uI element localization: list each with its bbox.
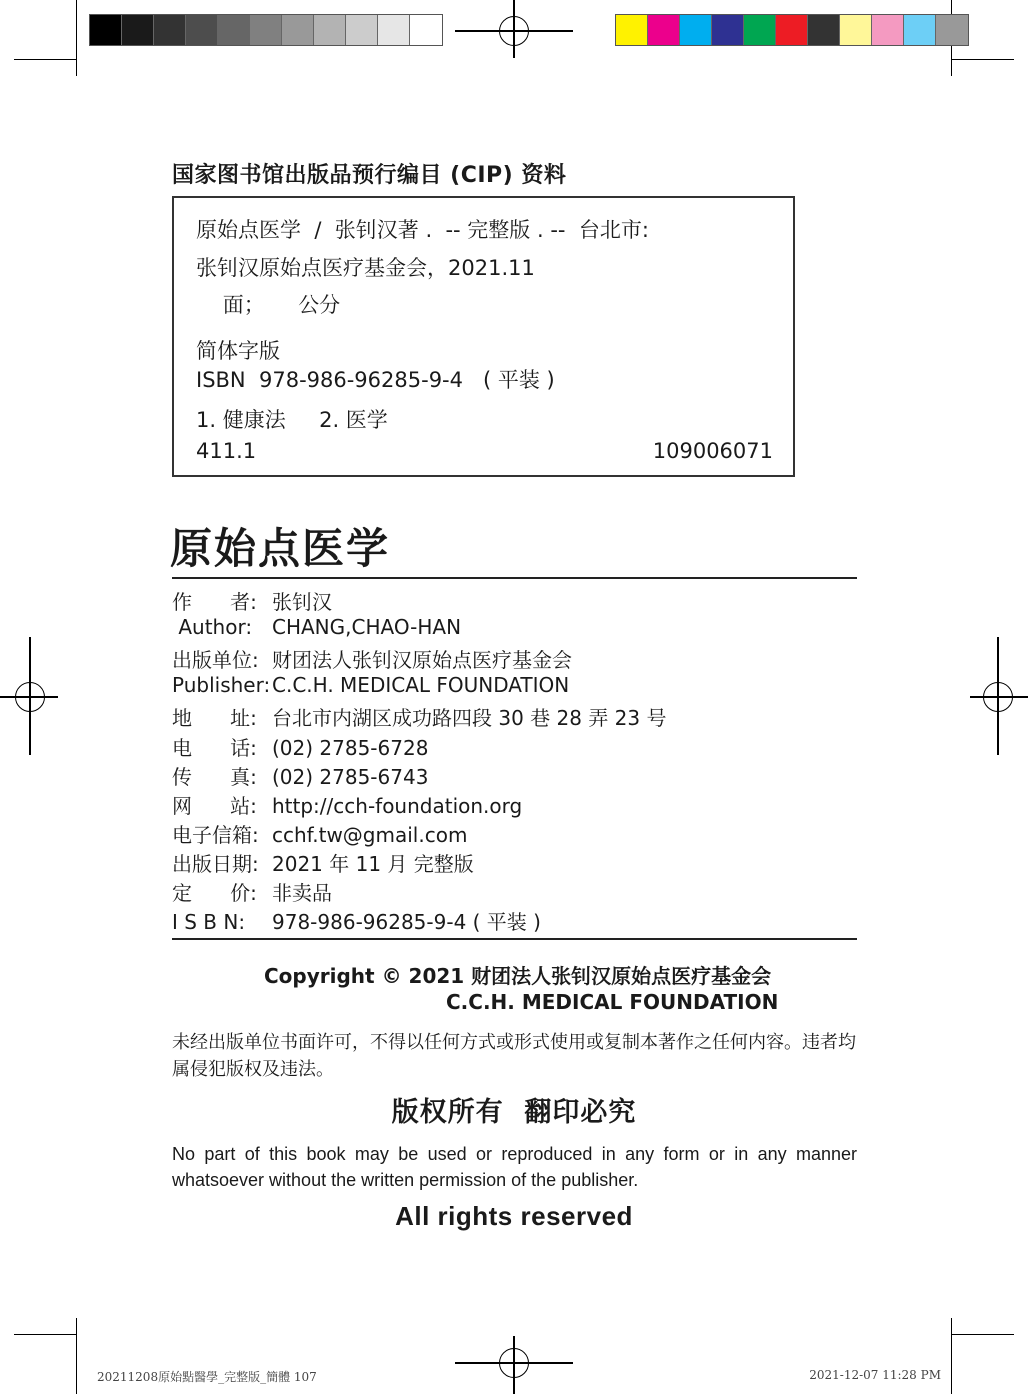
grayscale-swatch (378, 15, 410, 45)
cip-line-publisher: 张钊汉原始点医疗基金会，2021.11 (196, 256, 535, 280)
cip-record-number: 109006071 (652, 439, 773, 463)
copyright-foundation-en: C.C.H. MEDICAL FOUNDATION (446, 990, 779, 1014)
info-label: 出版日期: (172, 851, 259, 876)
cip-line-subjects: 1. 健康法 2. 医学 (196, 408, 388, 432)
info-label: 定 价: (172, 881, 257, 905)
cip-line-isbn: ISBN 978-986-96285-9-4 ( 平装 ) (196, 368, 555, 392)
grayscale-swatch (218, 15, 250, 45)
slug-timestamp: 2021-12-07 11:28 PM (809, 1368, 941, 1382)
info-value: CHANG,CHAO-HAN (272, 615, 462, 640)
grayscale-swatch (410, 15, 442, 45)
info-value: 非卖品 (272, 881, 332, 905)
info-label: I S B N: (172, 910, 246, 935)
info-value: http://cch-foundation.org (272, 793, 523, 818)
cip-line-pages: 面； 公分 (196, 293, 341, 317)
copyright-line: Copyright © 2021 财团法人张钊汉原始点医疗基金会 (264, 964, 772, 988)
process-swatch (776, 15, 808, 45)
grayscale-swatch (314, 15, 346, 45)
process-swatch (872, 15, 904, 45)
cip-class-number: 411.1 (196, 439, 257, 463)
grayscale-color-bar (89, 14, 443, 46)
info-value: C.C.H. MEDICAL FOUNDATION (272, 673, 570, 698)
grayscale-swatch (282, 15, 314, 45)
cip-line-edition: 简体字版 (196, 339, 280, 363)
info-value: (02) 2785-6728 (272, 735, 429, 760)
info-row (172, 644, 572, 672)
info-row (172, 673, 569, 701)
process-swatch (808, 15, 840, 45)
info-label: Author: (172, 615, 253, 640)
info-row (172, 732, 428, 760)
title-rule (172, 577, 857, 579)
grayscale-swatch (154, 15, 186, 45)
info-label: 传 真: (172, 764, 257, 789)
copyright-notice-cn: 未经出版单位书面许可，不得以任何方式或形式使用或复制本著作之任何内容。违者均属侵犯版权及违法。 (172, 1032, 856, 1080)
process-swatch (744, 15, 776, 45)
process-swatch (936, 15, 968, 45)
cip-heading: 国家图书馆出版品预行编目 (CIP) 资料 (172, 163, 567, 188)
grayscale-swatch (122, 15, 154, 45)
process-swatch (712, 15, 744, 45)
info-label: 电子信箱: (172, 822, 259, 847)
info-row (172, 819, 467, 847)
info-label: 地 址: (172, 706, 257, 731)
info-value: 2021 年 11 月 完整版 (272, 851, 474, 876)
cip-record-box (172, 196, 795, 477)
cip-line-title: 原始点医学 / 张钊汉著 . -- 完整版 . -- 台北市: (196, 218, 649, 242)
grayscale-swatch (346, 15, 378, 45)
info-row (172, 877, 332, 905)
info-row (172, 790, 522, 818)
grayscale-swatch (250, 15, 282, 45)
info-label: Publisher: (172, 673, 271, 698)
info-bottom-rule (172, 938, 857, 940)
info-row (172, 906, 541, 934)
book-title: 原始点医学 (170, 524, 391, 573)
rights-reserved-cn: 版权所有 翻印必究 (391, 1097, 637, 1128)
info-row (172, 615, 461, 643)
process-swatch (840, 15, 872, 45)
process-color-bar (615, 14, 969, 46)
process-swatch (680, 15, 712, 45)
info-row (172, 761, 428, 789)
slug-file-info: 20211208原始點醫學_完整版_簡體 107 (97, 1370, 317, 1384)
info-row (172, 848, 474, 876)
info-label: 网 站: (172, 793, 257, 818)
grayscale-swatch (186, 15, 218, 45)
info-value: (02) 2785-6743 (272, 764, 429, 789)
info-row (172, 586, 332, 614)
grayscale-swatch (90, 15, 122, 45)
info-value: 财团法人张钊汉原始点医疗基金会 (272, 648, 572, 673)
process-swatch (648, 15, 680, 45)
process-swatch (616, 15, 648, 45)
info-value: 台北市内湖区成功路四段 30 巷 28 弄 23 号 (272, 706, 667, 731)
info-label: 出版单位: (172, 648, 259, 673)
rights-reserved-en: All rights reserved (395, 1201, 633, 1231)
process-swatch (904, 15, 936, 45)
info-label: 作 者: (172, 590, 257, 614)
info-value: 978-986-96285-9-4 ( 平装 ) (272, 910, 541, 935)
info-value: cchf.tw@gmail.com (272, 822, 468, 847)
copyright-notice-en: No part of this book may be used or reproduced in any form or in any manner whatsoever without the written permission of the publisher. (172, 1144, 857, 1190)
info-row (172, 702, 667, 730)
info-label: 电 话: (172, 735, 257, 760)
info-value: 张钊汉 (272, 590, 332, 614)
